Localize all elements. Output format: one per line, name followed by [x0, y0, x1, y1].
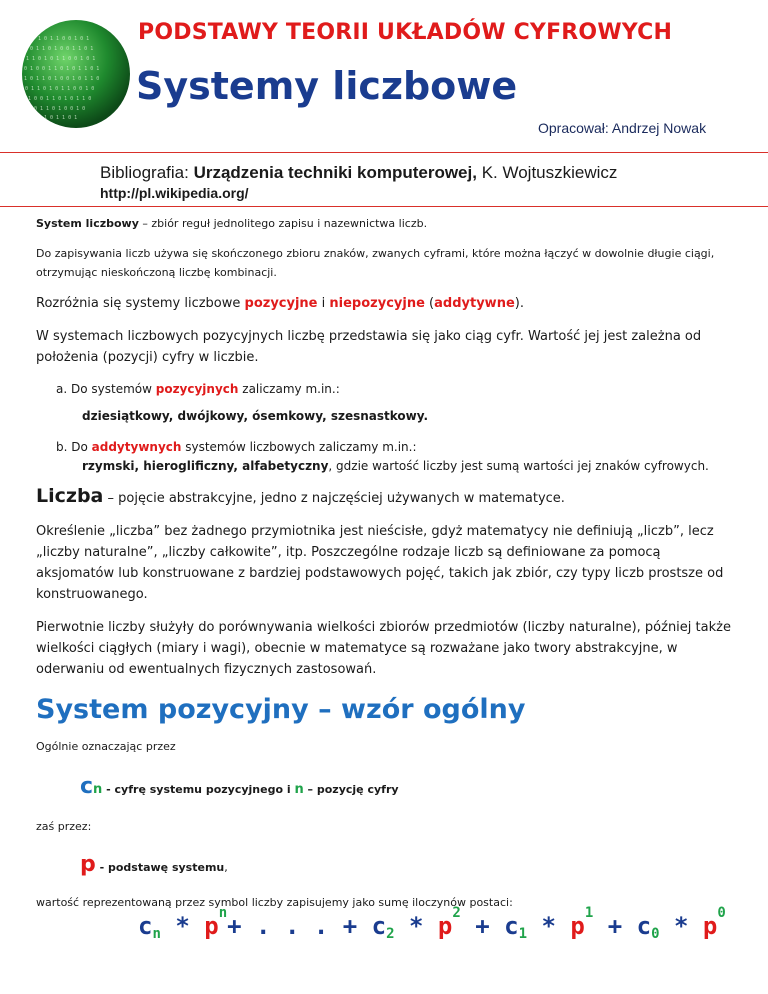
- list-item: b. Do addytywnych systemów liczbowych zaliczamy m.in.:: [56, 440, 417, 454]
- variable-c: cn - cyfrę systemu pozycyjnego i n – pozycję cyfry: [80, 774, 399, 799]
- definition: System liczbowy – zbiór reguł jednolitego zapisu i nazewnictwa liczb.: [36, 217, 428, 230]
- svg-text:1 1 0 1 0 1 1 0 0 1 0 1: 1 1 0 1 0 1 1 0 0 1 0 1: [26, 56, 96, 62]
- svg-text:0 1 1 0 1 0 1 1 0 0 1 0: 0 1 1 0 1 0 1 1 0 0 1 0: [25, 86, 95, 92]
- svg-text:1 0 1 1 0 1: 1 0 1 1 0 1: [44, 115, 78, 121]
- course-title: PODSTAWY TEORII UKŁADÓW CYFROWYCH: [138, 20, 673, 45]
- list-sub: dziesiątkowy, dwójkowy, ósemkowy, szesnastkowy.: [82, 409, 429, 423]
- variable-p: p - podstawę systemu,: [80, 852, 228, 877]
- globe-logo: [20, 18, 132, 130]
- content: [36, 214, 736, 923]
- svg-text:0 1 1 0 1 0 0 1 1 0 1: 0 1 1 0 1 0 0 1 1 0 1: [30, 46, 94, 52]
- svg-text:0 1 1 0 1 0 0 1 0: 0 1 1 0 1 0 0 1 0: [34, 106, 86, 112]
- section-heading: System pozycyjny – wzór ogólny: [36, 694, 526, 725]
- wiki-link[interactable]: http://pl.wikipedia.org/: [100, 185, 249, 201]
- general-formula: cn * $p^n+$ . . . + $c2 * p^2 + c1 * p^1 + c0 * p^0$: [138, 905, 726, 942]
- list-sub: rzymski, hieroglificzny, alfabetyczny, gdzie wartość liczby jest sumą wartości jej znaków cyfrowych.: [82, 459, 709, 473]
- list-item: a. Do systemów pozycyjnych zaliczamy m.in.:: [56, 382, 340, 396]
- paragraph: wartość reprezentowaną przez symbol liczby zapisujemy jako sumę iloczynów postaci:: [36, 896, 513, 909]
- paragraph: Określenie „liczba” bez żadnego przymiotnika jest nieścisłe, gdyż matematycy nie definiują „liczb”, lecz „liczby naturalne”, „liczby całkowite”, itp. Poszczególne rodzaje liczb są definiowane za pomocą aksjomatów lub konstruowane z bardziej podstawowych pojęć, takich jak zbiór, czy typy liczb prostsze od konstruowanego.: [36, 524, 724, 602]
- paragraph: Pierwotnie liczby służyły do porównywania wielkości zbiorów przedmiotów (liczby naturalne), później także wielkości ciągłych (miary i wagi), obecnie w matematyce są rozważane jako twory abstrakcyjne, w oderwaniu od ewentualnych fizycznych zastosowań.: [36, 620, 731, 677]
- paragraph: W systemach liczbowych pozycyjnych liczbę przedstawia się jako ciąg cyfr. Wartość jej jest zależna od położenia (pozycji) cyfry w liczbie.: [36, 329, 702, 365]
- bibliography: Bibliografia: Urządzenia techniki komputerowej, K. Wojtuszkiewicz: [100, 163, 618, 182]
- author-credit: Opracował: Andrzej Nowak: [538, 120, 707, 136]
- paragraph: Ogólnie oznaczając przez: [36, 740, 176, 753]
- biblio-divider: [0, 206, 768, 207]
- svg-text:1 0 0 1 1 0 1 0 1 1 0: 1 0 0 1 1 0 1 0 1 1 0: [28, 96, 92, 102]
- svg-text:1 0 1 1 0 0 1 0 1: 1 0 1 1 0 0 1 0 1: [38, 36, 90, 42]
- header-divider: [0, 152, 768, 153]
- paragraph: Liczba – pojęcie abstrakcyjne, jedno z najczęściej używanych w matematyce.: [36, 485, 565, 507]
- paragraph: Rozróżnia się systemy liczbowe pozycyjne i niepozycyjne (addytywne).: [36, 296, 524, 311]
- paragraph: zaś przez:: [36, 820, 92, 833]
- svg-text:0 1 0 0 1 1 0 1 0 1 1 0 1: 0 1 0 0 1 1 0 1 0 1 1 0 1: [24, 66, 100, 72]
- page-title: Systemy liczbowe: [136, 64, 518, 108]
- paragraph: Do zapisywania liczb używa się skończonego zbioru znaków, zwanych cyframi, które można łączyć w dowolnie długie ciągi, otrzymując nieskończoną liczbę kombinacji.: [36, 247, 715, 279]
- svg-text:1 0 1 1 0 1 0 0 1 0 1 1 0: 1 0 1 1 0 1 0 0 1 0 1 1 0: [24, 76, 100, 82]
